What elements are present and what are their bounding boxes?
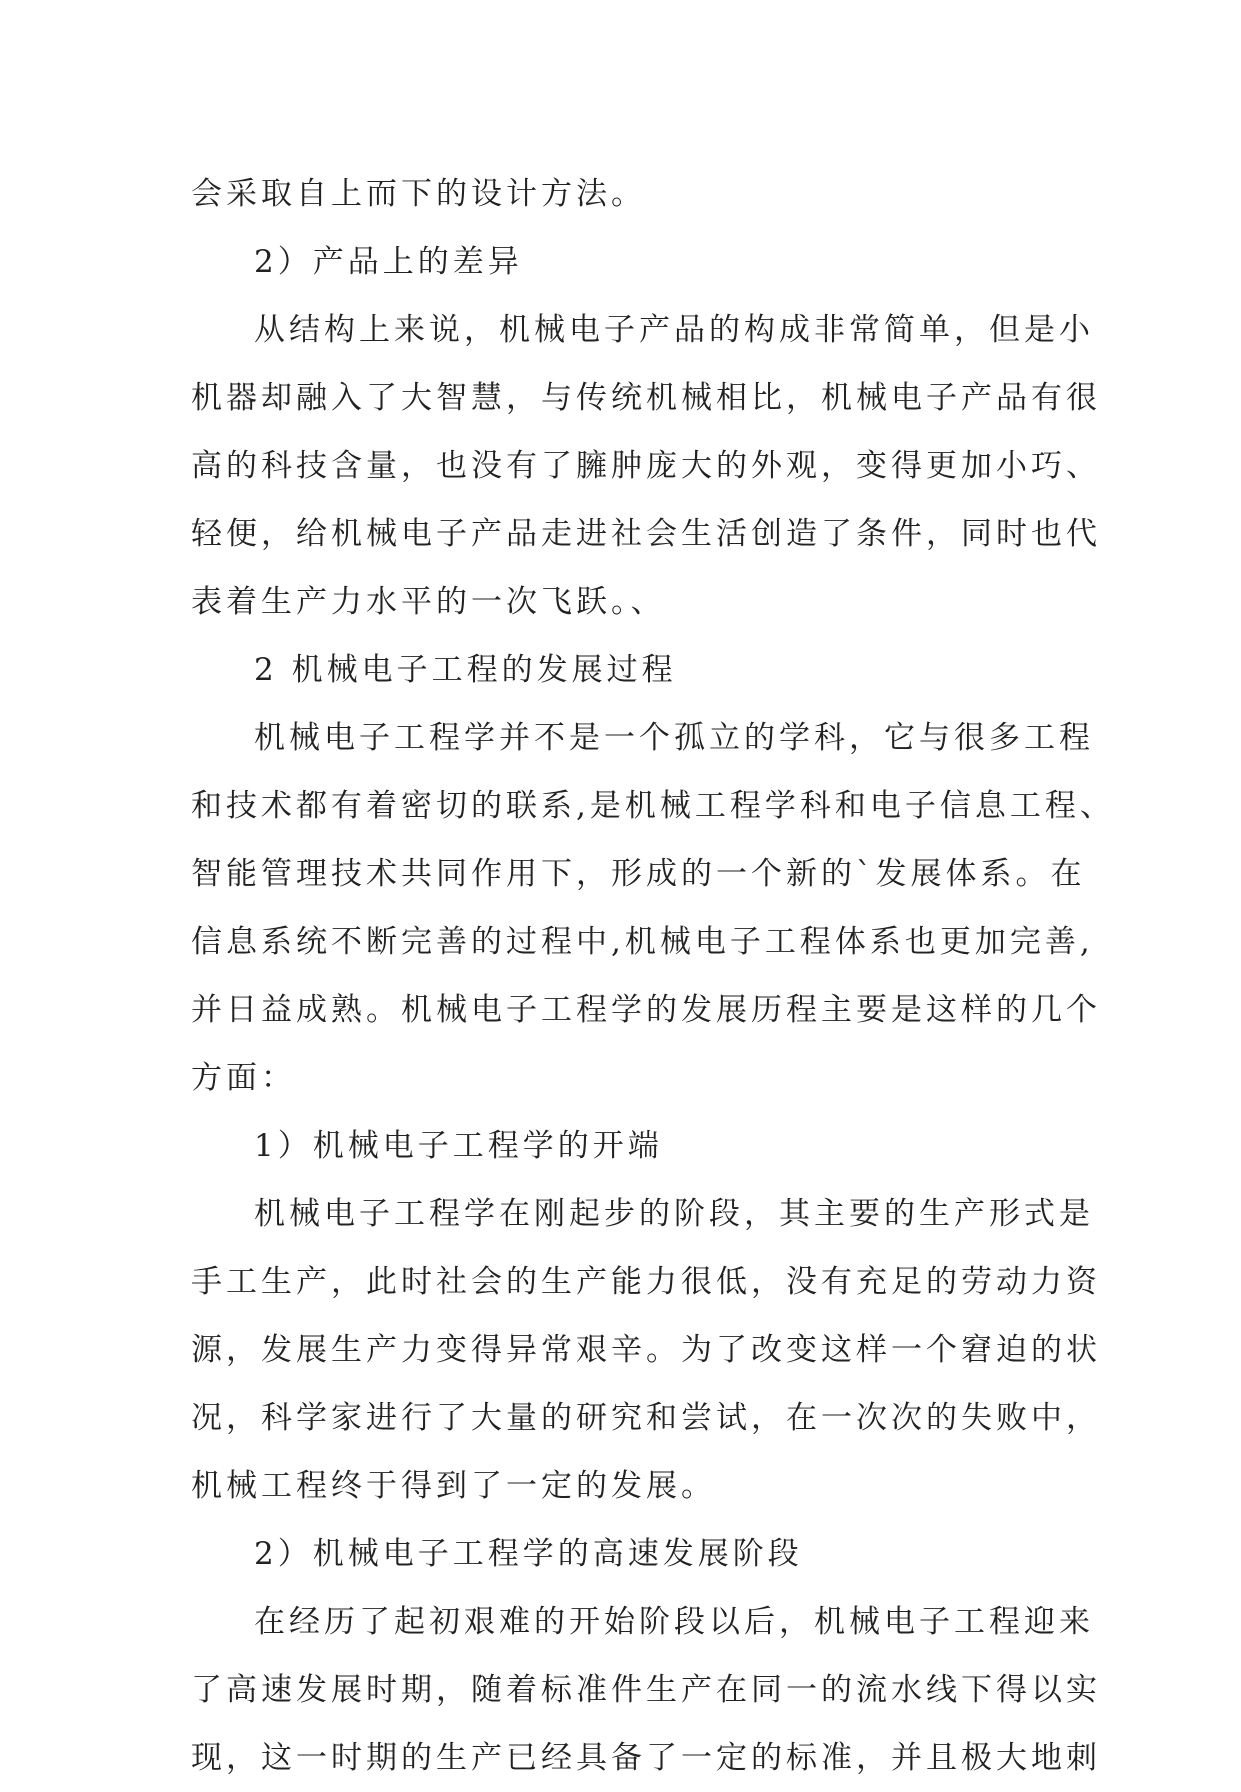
section-heading: 1）机械电子工程学的开端 xyxy=(254,1128,663,1164)
text-line: 机械电子工程学在刚起步的阶段，其主要的生产形式是 xyxy=(254,1196,1094,1232)
text-line: 现，这一时期的生产已经具备了一定的标准，并且极大地刺 xyxy=(191,1740,1101,1776)
text-line: 会采取自上而下的设计方法。 xyxy=(191,176,646,212)
text-line: 并日益成熟。机械电子工程学的发展历程主要是这样的几个 xyxy=(191,992,1101,1028)
text-line: 高的科技含量，也没有了臃肿庞大的外观，变得更加小巧、 xyxy=(191,448,1101,484)
text-line: 机器却融入了大智慧，与传统机械相比，机械电子产品有很 xyxy=(191,380,1101,416)
text-line: 表着生产力水平的一次飞跃。、 xyxy=(191,584,666,620)
section-heading: 2）机械电子工程学的高速发展阶段 xyxy=(254,1536,803,1572)
text-line: 源，发展生产力变得异常艰辛。为了改变这样一个窘迫的状 xyxy=(191,1332,1101,1368)
text-line: 和技术都有着密切的联系,是机械工程学科和电子信息工程、 xyxy=(191,788,1115,824)
text-line: 从结构上来说，机械电子产品的构成非常简单，但是小 xyxy=(254,312,1094,348)
section-heading: 2 机械电子工程的发展过程 xyxy=(254,652,677,688)
text-line: 手工生产，此时社会的生产能力很低，没有充足的劳动力资 xyxy=(191,1264,1101,1300)
text-line: 况，科学家进行了大量的研究和尝试，在一次次的失败中， xyxy=(191,1400,1101,1436)
text-line: 轻便，给机械电子产品走进社会生活创造了条件，同时也代 xyxy=(191,516,1101,552)
text-line: 机械工程终于得到了一定的发展。 xyxy=(191,1468,716,1504)
text-line: 在经历了起初艰难的开始阶段以后，机械电子工程迎来 xyxy=(254,1604,1094,1640)
text-line: 方面： xyxy=(191,1060,296,1096)
text-line: 机械电子工程学并不是一个孤立的学科，它与很多工程 xyxy=(254,720,1094,756)
body-text xyxy=(191,160,1115,1792)
text-line: 智能管理技术共同作用下，形成的一个新的`发展体系。在 xyxy=(191,856,1086,892)
text-line: 了高速发展时期，随着标准件生产在同一的流水线下得以实 xyxy=(191,1672,1101,1708)
text-line: 信息系统不断完善的过程中,机械电子工程体系也更加完善, xyxy=(191,924,1094,960)
section-heading: 2）产品上的差异 xyxy=(254,244,523,280)
